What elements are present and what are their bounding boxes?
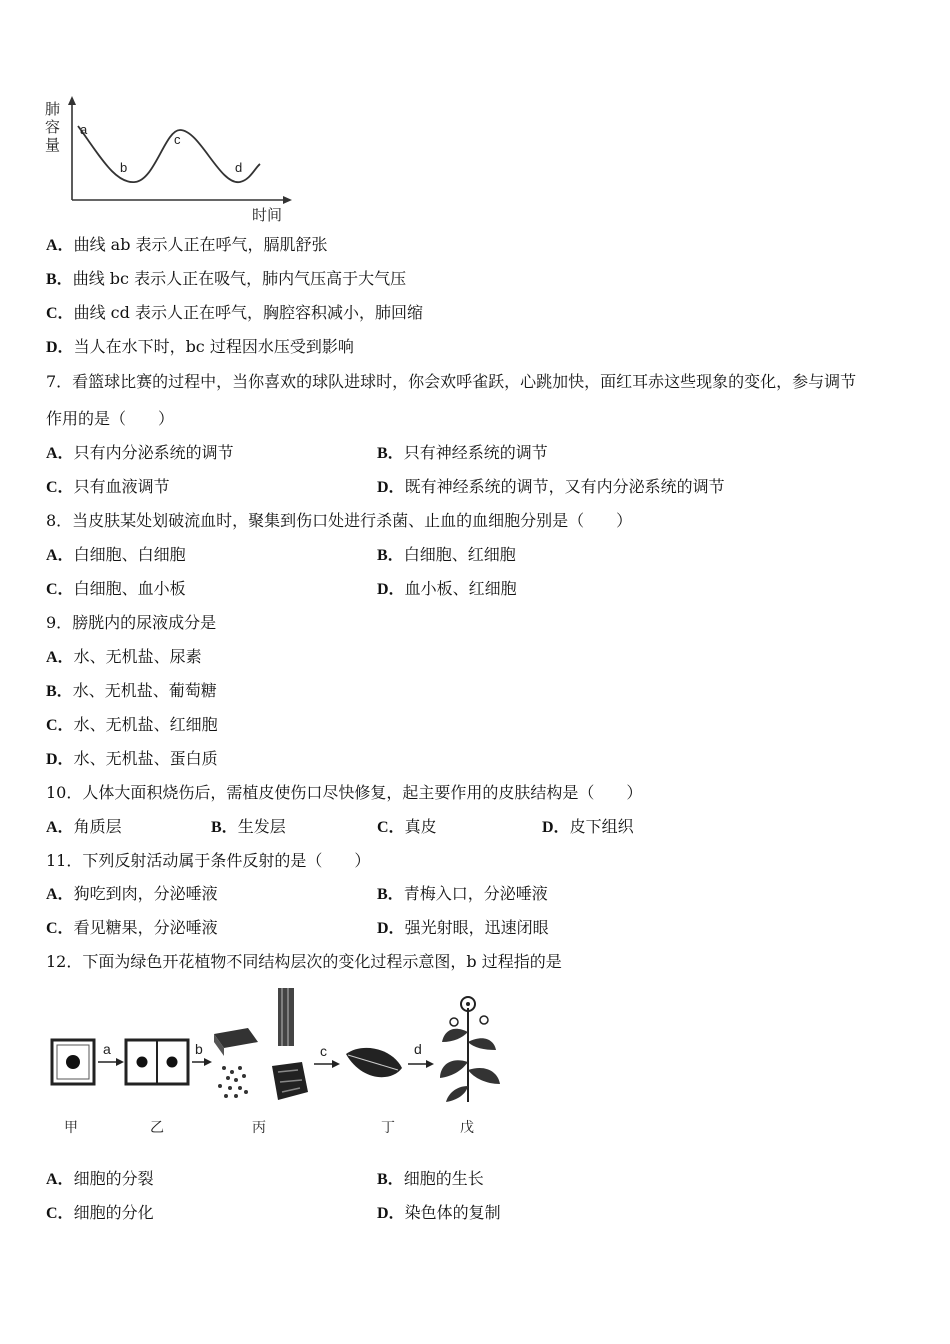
- q8-option-a: [46, 545, 186, 566]
- q11-option-d: [377, 918, 549, 939]
- q11-stem: 11．下列反射活动属于条件反射的是（ ）: [46, 851, 371, 870]
- q10-option-b-letter: B．: [211, 819, 238, 836]
- q8-option-c-letter: C．: [46, 581, 74, 598]
- q9-option-b-text: 水、无机盐、葡萄糖: [72, 681, 217, 700]
- arrow-label-b: b: [195, 1041, 203, 1057]
- q12-option-b-letter: B．: [377, 1171, 404, 1188]
- arrow-label-a: a: [103, 1041, 111, 1057]
- figure1-x-arrow: [283, 196, 292, 204]
- q11-option-a-letter: A．: [46, 886, 74, 903]
- q8-option-a-letter: A．: [46, 547, 74, 564]
- stage-label-jia: 甲: [64, 1119, 78, 1135]
- q9-option-d-letter: D．: [46, 751, 74, 768]
- q6-option-d-letter: D．: [46, 339, 74, 356]
- q8-option-b: [377, 545, 516, 566]
- arrow-label-c: c: [320, 1043, 327, 1059]
- q12-option-a-letter: A．: [46, 1171, 74, 1188]
- figure1-point-d: d: [235, 160, 243, 175]
- q9-option-c: [46, 715, 218, 736]
- q6-option-a-text: 曲线 ab 表示人正在呼气，膈肌舒张: [73, 235, 328, 254]
- plant-structure-figure: [42, 982, 507, 1142]
- q7-option-d-letter: D．: [377, 479, 405, 496]
- q11-option-d-letter: D．: [377, 920, 405, 937]
- stage-wu-plant: [440, 997, 500, 1102]
- stage-bing-tissues: [214, 988, 308, 1100]
- q6-option-d: [46, 337, 354, 358]
- q10-option-c-text: 真皮: [404, 817, 437, 836]
- stage-ding-leaf: [346, 1048, 402, 1077]
- q10-option-d: [542, 817, 634, 838]
- figure1-ylabel-1: 肺: [45, 101, 61, 118]
- q11-option-a-text: 狗吃到肉，分泌唾液: [73, 884, 218, 903]
- q6-option-b-text: 曲线 bc 表示人正在吸气，肺内气压高于大气压: [72, 269, 407, 288]
- q12-option-d-text: 染色体的复制: [404, 1203, 501, 1222]
- q8-option-d-letter: D．: [377, 581, 405, 598]
- q7-option-c: [46, 477, 170, 498]
- q8-option-c: [46, 579, 186, 600]
- q9-option-a-text: 水、无机盐、尿素: [73, 647, 202, 666]
- q10-option-d-text: 皮下组织: [569, 817, 634, 836]
- q10-option-b: [211, 817, 286, 838]
- q9-option-a: [46, 647, 202, 668]
- figure1-ylabel-3: 量: [45, 137, 61, 154]
- q8-option-d: [377, 579, 517, 600]
- q11-option-a: [46, 884, 218, 905]
- q12-option-d: [377, 1203, 501, 1224]
- q9-option-a-letter: A．: [46, 649, 74, 666]
- arrow-label-d: d: [414, 1041, 422, 1057]
- q7-option-a-letter: A．: [46, 445, 74, 462]
- q7-option-c-letter: C．: [46, 479, 74, 496]
- q10-option-a-text: 角质层: [73, 817, 122, 836]
- q10-option-c: [377, 817, 437, 838]
- q11-option-b: [377, 884, 548, 905]
- q12-option-c: [46, 1203, 154, 1224]
- q9-option-c-text: 水、无机盐、红细胞: [73, 715, 218, 734]
- q6-option-a-letter: A．: [46, 237, 74, 254]
- q11-option-b-text: 青梅入口，分泌唾液: [403, 884, 548, 903]
- stage-label-bing: 丙: [252, 1119, 266, 1135]
- q12-option-a-text: 细胞的分裂: [73, 1169, 154, 1188]
- stage-yi-cells: [126, 1040, 188, 1084]
- figure1-point-c: c: [174, 132, 181, 147]
- q9-option-d: [46, 749, 218, 770]
- q8-option-d-text: 血小板、红细胞: [404, 579, 517, 598]
- q9-option-c-letter: C．: [46, 717, 74, 734]
- figure1-point-b: b: [120, 160, 128, 175]
- q8-stem: 8．当皮肤某处划破流血时，聚集到伤口处进行杀菌、止血的血细胞分别是（ ）: [46, 511, 633, 530]
- q12-option-b: [377, 1169, 484, 1190]
- q10-option-d-letter: D．: [542, 819, 570, 836]
- q6-option-c: [46, 303, 423, 324]
- q11-option-c-letter: C．: [46, 920, 74, 937]
- q7-option-d-text: 既有神经系统的调节，又有内分泌系统的调节: [404, 477, 725, 496]
- q8-option-c-text: 白细胞、血小板: [73, 579, 186, 598]
- q10-option-a-letter: A．: [46, 819, 74, 836]
- q7-option-c-text: 只有血液调节: [73, 477, 170, 496]
- q6-option-b: [46, 269, 406, 290]
- stage-label-ding: 丁: [381, 1119, 395, 1135]
- q6-option-c-text: 曲线 cd 表示人正在呼气，胸腔容积减小，肺回缩: [73, 303, 423, 322]
- q12-option-c-letter: C．: [46, 1205, 74, 1222]
- figure1-point-a: a: [80, 122, 88, 137]
- q6-option-b-letter: B．: [46, 271, 73, 288]
- q8-option-a-text: 白细胞、白细胞: [73, 545, 186, 564]
- lung-volume-figure: [40, 96, 300, 226]
- q11-option-c: [46, 918, 218, 939]
- q12-option-d-letter: D．: [377, 1205, 405, 1222]
- q7-option-a: [46, 443, 234, 464]
- stage-jia-cell: [52, 1040, 94, 1084]
- q12-option-c-text: 细胞的分化: [73, 1203, 154, 1222]
- figure1-ylabel-2: 容: [45, 119, 61, 136]
- q10-option-c-letter: C．: [377, 819, 405, 836]
- q6-option-a: [46, 235, 328, 256]
- q11-option-d-text: 强光射眼，迅速闭眼: [404, 918, 549, 937]
- q9-option-b-letter: B．: [46, 683, 73, 700]
- q11-option-b-letter: B．: [377, 886, 404, 903]
- stage-label-wu: 戊: [460, 1119, 474, 1135]
- q9-option-d-text: 水、无机盐、蛋白质: [73, 749, 218, 768]
- stage-label-yi: 乙: [150, 1119, 164, 1135]
- q6-option-d-text: 当人在水下时，bc 过程因水压受到影响: [73, 337, 354, 356]
- q9-option-b: [46, 681, 217, 702]
- q7-option-b-text: 只有神经系统的调节: [403, 443, 548, 462]
- q7-stem-line1: 7．看篮球比赛的过程中，当你喜欢的球队进球时，你会欢呼雀跃，心跳加快，面红耳赤这些现象的变化，参与调节: [46, 372, 857, 391]
- q8-option-b-letter: B．: [377, 547, 404, 564]
- figure1-y-arrow: [68, 96, 76, 105]
- q12-option-b-text: 细胞的生长: [403, 1169, 484, 1188]
- figure1-curve: [78, 126, 260, 182]
- q11-option-c-text: 看见糖果，分泌唾液: [73, 918, 218, 937]
- q12-option-a: [46, 1169, 154, 1190]
- q7-stem-line2: 作用的是（ ）: [46, 409, 175, 428]
- q10-option-b-text: 生发层: [237, 817, 286, 836]
- q7-option-d: [377, 477, 725, 498]
- q9-stem: 9．膀胱内的尿液成分是: [46, 613, 217, 632]
- q7-option-a-text: 只有内分泌系统的调节: [73, 443, 234, 462]
- q8-option-b-text: 白细胞、红细胞: [403, 545, 516, 564]
- q7-option-b-letter: B．: [377, 445, 404, 462]
- q6-option-c-letter: C．: [46, 305, 74, 322]
- q10-stem: 10．人体大面积烧伤后，需植皮使伤口尽快修复，起主要作用的皮肤结构是（ ）: [46, 783, 643, 802]
- q10-option-a: [46, 817, 122, 838]
- q7-option-b: [377, 443, 548, 464]
- q12-stem: 12．下面为绿色开花植物不同结构层次的变化过程示意图，b 过程指的是: [46, 952, 562, 971]
- figure1-xlabel: 时间: [252, 207, 283, 224]
